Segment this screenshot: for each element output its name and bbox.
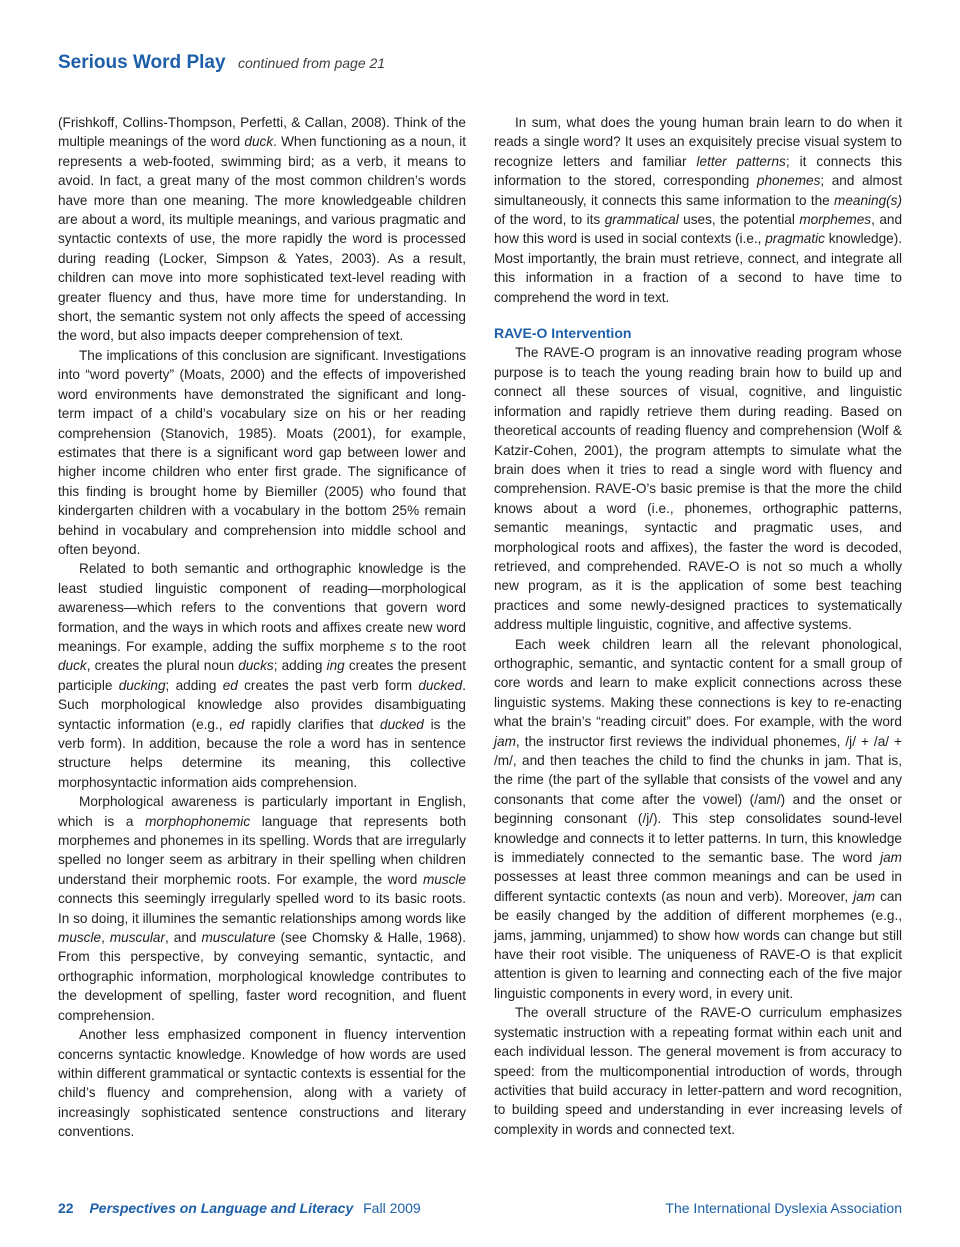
italic-term: s (389, 638, 397, 654)
paragraph: Morphological awareness is particularly important in English, which is a morphophonemic language that represents both morphemes and phonemes in its spelling. Words that are irregularly spelled no longer seem as arbitrary in their spelling when children understand their morphemic roots. For example, the word muscle connects this seemingly irregularly spelled word to its basic roots. In so doing, it illumines the semantic relationships among words like muscle, muscular, and musculature (see Chomsky & Halle, 1968). From this perspective, by conveying semantic, syntactic, and orthographic information, morphological knowledge contributes to the development of spelling, faster word recognition, and fluent comprehension. (58, 794, 467, 1023)
paragraph: Another less emphasized component in fluency intervention concerns syntactic knowledge. Knowledge of how words are used within different grammatical or syntactic contexts is essential for the child’s fluency and comprehension, along with a variety of increasingly sophisticated sentence constructions and literary conventions. (58, 1027, 466, 1140)
paragraph: The overall structure of the RAVE-O curriculum emphasizes systematic instruction with a repeating format within each unit and each individual lesson. The general movement is from accuracy to speed: from the multicomponential introduction of words, through activities that build accuracy in letter-pattern and word recognition, to building speed and understanding in ever increasing levels of complexity in words and connected text. (494, 1005, 902, 1137)
italic-term: muscle (58, 930, 102, 946)
italic-term: jam (880, 850, 902, 866)
paragraph: The RAVE-O program is an innovative reading program whose purpose is to teach the young reading brain how to build up and connect all these sources of visual, cognitive, and linguistic information and rapidly retrieve them during reading. Based on theoretical accounts of reading fluency and comprehension (Wolf & Katzir-Cohen, 2001), the program attempts to simulate what the brain does when it tries to read a single word with fluency and comprehension. RAVE-O’s basic premise is that the more the child knows about a word (i.e., phonemes, orthographic patterns, semantic meanings, syntactic and pragmatic uses, and morphological roots and affixes), the faster the word is decoded, retrieved, and comprehended. RAVE-O is not so much a wholly new program, as it is the application of some best teaching practices and some newly-designed practices to systematically address multiple linguistic, cognitive, and affective systems. (494, 345, 902, 633)
continued-note: continued from page 21 (237, 55, 386, 71)
italic-term: ed (222, 677, 238, 693)
italic-term: jam (494, 733, 516, 749)
journal-title: Perspectives on Language and Literacy (89, 1200, 354, 1216)
left-column (58, 113, 466, 1142)
italic-term: musculature (201, 930, 276, 946)
footer-publication (58, 1200, 421, 1216)
italic-term: ing (326, 658, 345, 674)
italic-term: letter patterns (696, 153, 786, 169)
paragraph: In sum, what does the young human brain learn to do when it reads a single word? It uses an exquisitely precise visual system to recognize letters and familiar letter patterns; it connects this information to the stored, corresponding phonemes; and almost simultaneously, it connects this same information to the meaning(s) of the word, to its grammatical uses, the potential morphemes, and how this word is used in social contexts (i.e., pragmatic knowledge). Most importantly, the brain must retrieve, connect, and integrate all this information in a fraction of a second to have time to comprehend the word in text. (494, 115, 903, 305)
paragraph: The implications of this conclusion are significant. Investigations into “word poverty” (Moats, 2000) and the effects of impoverished word environments have demonstrated the significant and long-term impact of a child’s vocabulary size on his or her reading comprehension (Stanovich, 1985). Moats (2001), for example, estimates that there is a significant word gap between lower and higher income children who enter first grade. The significance of this finding is brought home by Biemiller (2005) who found that kindergarten children with a vocabulary in the bottom 25% remain behind in vocabulary and comprehension into middle school and often beyond. (58, 347, 466, 557)
italic-term: morphemes (799, 212, 872, 228)
italic-term: pragmatic (765, 231, 825, 247)
italic-term: ducking (118, 677, 166, 693)
issue-date: Fall 2009 (363, 1200, 421, 1216)
paragraph: Related to both semantic and orthographic knowledge is the least studied linguistic component of reading—morphological awareness—which refers to the conventions that govern word formation, and the ways in which roots and affixes create new word meanings. For example, adding the suffix morpheme s to the root duck, creates the plural noun ducks; adding ing creates the present participle ducking; adding ed creates the past verb form ducked. Such morphological knowledge also provides disambiguating syntactic information (e.g., ed rapidly clarifies that ducked is the verb form). In addition, because the role a word has in sentence structure helps determine its meaning, this collective morphosyntactic information aids comprehension. (58, 561, 466, 790)
italic-term: muscular (109, 930, 165, 946)
organization-name: The International Dyslexia Association (665, 1200, 902, 1216)
italic-term: ducked (418, 677, 463, 693)
italic-term: grammatical (604, 212, 679, 228)
italic-term: duck (244, 134, 274, 150)
italic-term: morphophonemic (145, 813, 251, 829)
italic-term: ducks (238, 658, 274, 674)
section-heading: RAVE-O Intervention (494, 325, 632, 342)
paragraph: (Frishkoff, Collins-Thompson, Perfetti, & Callan, 2008). Think of the multiple meanings of the word duck. When functioning as a noun, it represents a web-footed, swimming bird; as a verb, it means to avoid. In fact, a great many of the most common children’s words have more than one meaning. The more knowledgeable children are about a word, its multiple meanings, and various pragmatic and syntactic contexts of use, the more rapidly the word is processed during reading (Locker, Simpson & Yates, 2003). As a result, children can move into more sophisticated text-level reading with greater fluency and thus, have more time for understanding. In short, the semantic system not only affects the speed of accessing the word, but also impacts deeper comprehension of text. (58, 115, 466, 344)
italic-term: jam (853, 888, 876, 904)
italic-term: meaning(s) (834, 192, 902, 208)
italic-term: ducked (380, 716, 424, 732)
running-header (58, 52, 385, 74)
page-number: 22 (58, 1200, 74, 1216)
page-footer (58, 1200, 902, 1222)
paragraph: Each week children learn all the relevant phonological, orthographic, semantic, and syntactic content for a small group of core words and learn to make explicit connections across these linguistic systems. Making these connections is key to re-enacting what the brain’s “reading circuit” does. For example, with the word jam, the instructor first reviews the individual phonemes, /j/ + /a/ + /m/, and then teaches the child to find the chunks in jam. That is, the rime (the part of the syllable that consists of the vowel and any consonants that come after the vowel) (/am/) and the onset or beginning consonant (/j/). This step consolidates sound-level knowledge and connects it to letter patterns. In turn, this knowledge is immediately connected to the semantic base. The word jam possesses at least three common meanings and can be used in different syntactic contexts (as noun and verb). Moreover, jam can be easily changed by the addition of different morphemes (e.g., jams, jamming, unjammed) to show how words can change but still have their root visible. The uniqueness of RAVE-O is that explicit attention is given to learning and connecting each of the five major linguistic components in every word, in every unit. (494, 636, 902, 1001)
italic-term: muscle (422, 871, 466, 887)
italic-term: phonemes (756, 173, 821, 189)
article-title: Serious Word Play (58, 52, 226, 73)
italic-term: ed (229, 716, 245, 732)
italic-term: duck (58, 658, 87, 674)
right-column (494, 113, 902, 1139)
